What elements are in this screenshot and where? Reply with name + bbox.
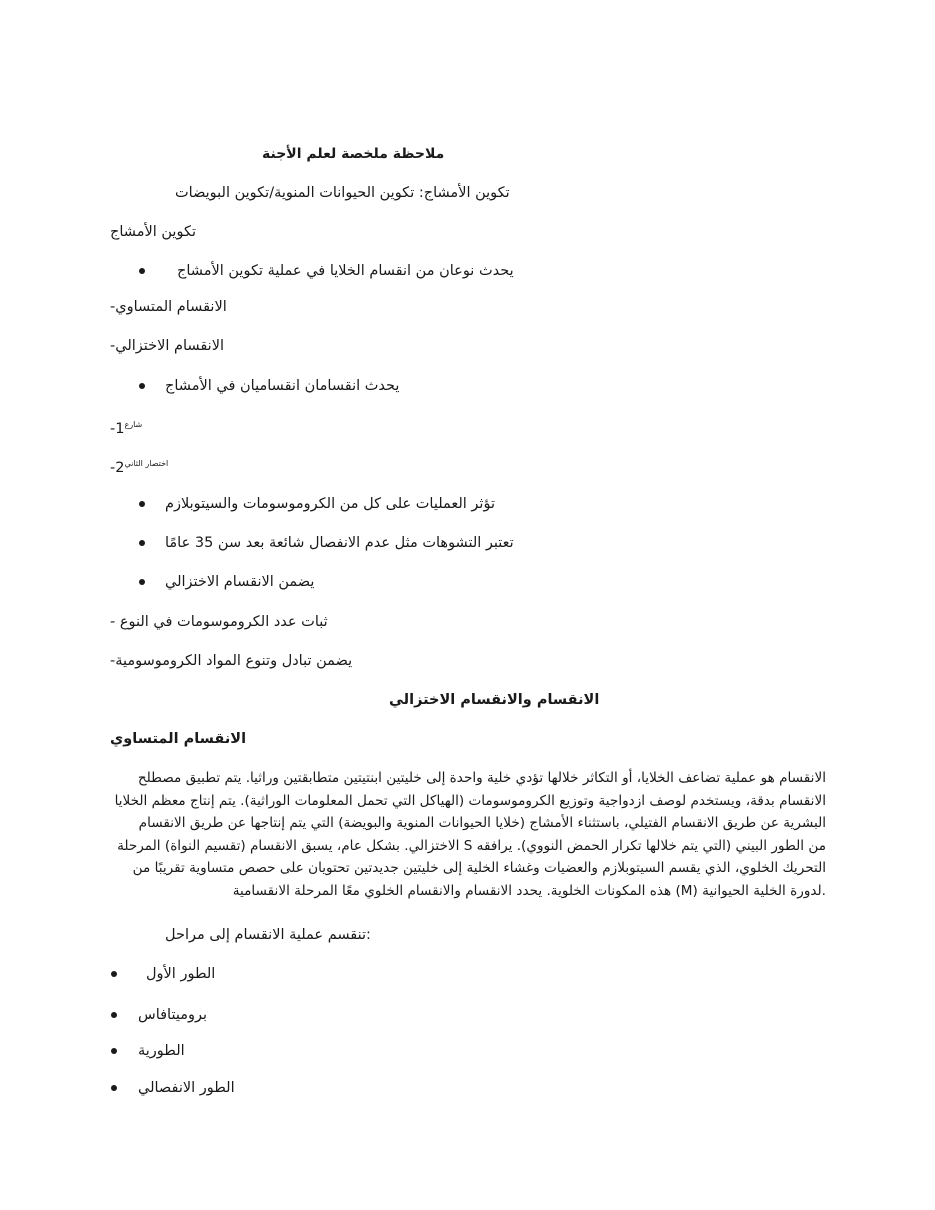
bullet-dot — [139, 579, 145, 585]
dash-item: الانقسام المتساوي- — [110, 299, 227, 315]
paragraph-line: البشرية عن طريق الانقسام الفتيلي، باستثناء الأمشاج (خلايا الحيوانات المنوية والبويضة) التي يتم إنتاجها عن طريق الانقسام — [138, 815, 826, 832]
bullet-text: يحدث انقسامان انقساميان في الأمشاج — [165, 378, 400, 394]
numbered-item-superscript: اختصار الثاني — [124, 459, 169, 468]
bullet-dot — [139, 268, 145, 274]
section-heading-gametogenesis: تكوين الأمشاج — [110, 224, 196, 240]
section-heading-mitosis-meiosis: الانقسام والانقسام الاختزالي — [389, 692, 600, 708]
bullet-dot — [111, 1012, 117, 1018]
document-title: ملاحظة ملخصة لعلم الأجنة — [262, 146, 445, 162]
paragraph-line: من الطور البيني (التي يتم خلالها تكرار الحمض النووي). يرافقه S الاختزالي. بشكل عام، يسبق الانقسام (تقسيم النواة) المرحلة — [117, 837, 826, 854]
dash-item: يضمن تبادل وتنوع المواد الكروموسومية- — [110, 653, 353, 669]
bullet-dot — [111, 1085, 117, 1091]
bullet-text: يضمن الانقسام الاختزالي — [165, 574, 315, 590]
numbered-item-superscript: شارع — [124, 420, 143, 429]
stage-text: الطور الأول — [146, 966, 216, 982]
bullet-dot — [111, 971, 117, 977]
mitosis-paragraph — [110, 767, 826, 903]
bullet-text: تعتبر التشوهات مثل عدم الانفصال شائعة بعد سن 35 عامًا — [165, 535, 514, 551]
paragraph-line: .لدورة الخلية الحيوانية (M) هذه المكونات الخلوية. يحدد الانقسام والانقسام الخلوي معًا المرحلة الانقسامية — [232, 882, 826, 899]
stage-text: بروميتافاس — [138, 1007, 208, 1023]
paragraph-line: الانقسام هو عملية تضاعف الخلايا، أو التكاثر خلالها تؤدي خلية واحدة إلى خليتين ابنتيتين متطابقتين وراثيا. يتم تطبيق مصطلح — [137, 770, 826, 786]
stage-text: الطورية — [138, 1043, 185, 1059]
bullet-dot — [139, 501, 145, 507]
stage-text: الطور الانفصالي — [138, 1080, 235, 1096]
paragraph-line: الانقسام بدقة، ويستخدم لوصف ازدواجية وتوزيع الكروموسومات (الهياكل التي تحمل المعلومات الوراثية). يتم إنتاج معظم الخلايا — [114, 792, 826, 809]
stages-intro: :تنقسم عملية الانقسام إلى مراحل — [165, 927, 371, 943]
bullet-text: تؤثر العمليات على كل من الكروموسومات والسيتوبلازم — [165, 496, 495, 512]
numbered-item-1 — [110, 414, 142, 440]
dash-item: الانقسام الاختزالي- — [110, 338, 225, 354]
bullet-dot — [139, 383, 145, 389]
document-subtitle: تكوين الأمشاج: تكوين الحيوانات المنوية/تكوين البويضات — [175, 185, 510, 201]
numbered-item-number: -1 — [110, 420, 125, 437]
bullet-dot — [111, 1048, 117, 1054]
bullet-dot — [139, 540, 145, 546]
bullet-text: يحدث نوعان من انقسام الخلايا في عملية تكوين الأمشاج — [177, 263, 514, 279]
dash-item: ثبات عدد الكروموسومات في النوع - — [110, 614, 328, 630]
numbered-item-number: -2 — [110, 459, 125, 476]
paragraph-line: التحريك الخلوي، الذي يقسم السيتوبلازم والعضيات وغشاء الخلية إلى خليتين جديدتين تحتويان على حصص متساوية تقريبًا من — [132, 860, 826, 877]
numbered-item-2 — [110, 453, 168, 479]
section-heading-mitosis: الانقسام المتساوي — [110, 731, 247, 747]
